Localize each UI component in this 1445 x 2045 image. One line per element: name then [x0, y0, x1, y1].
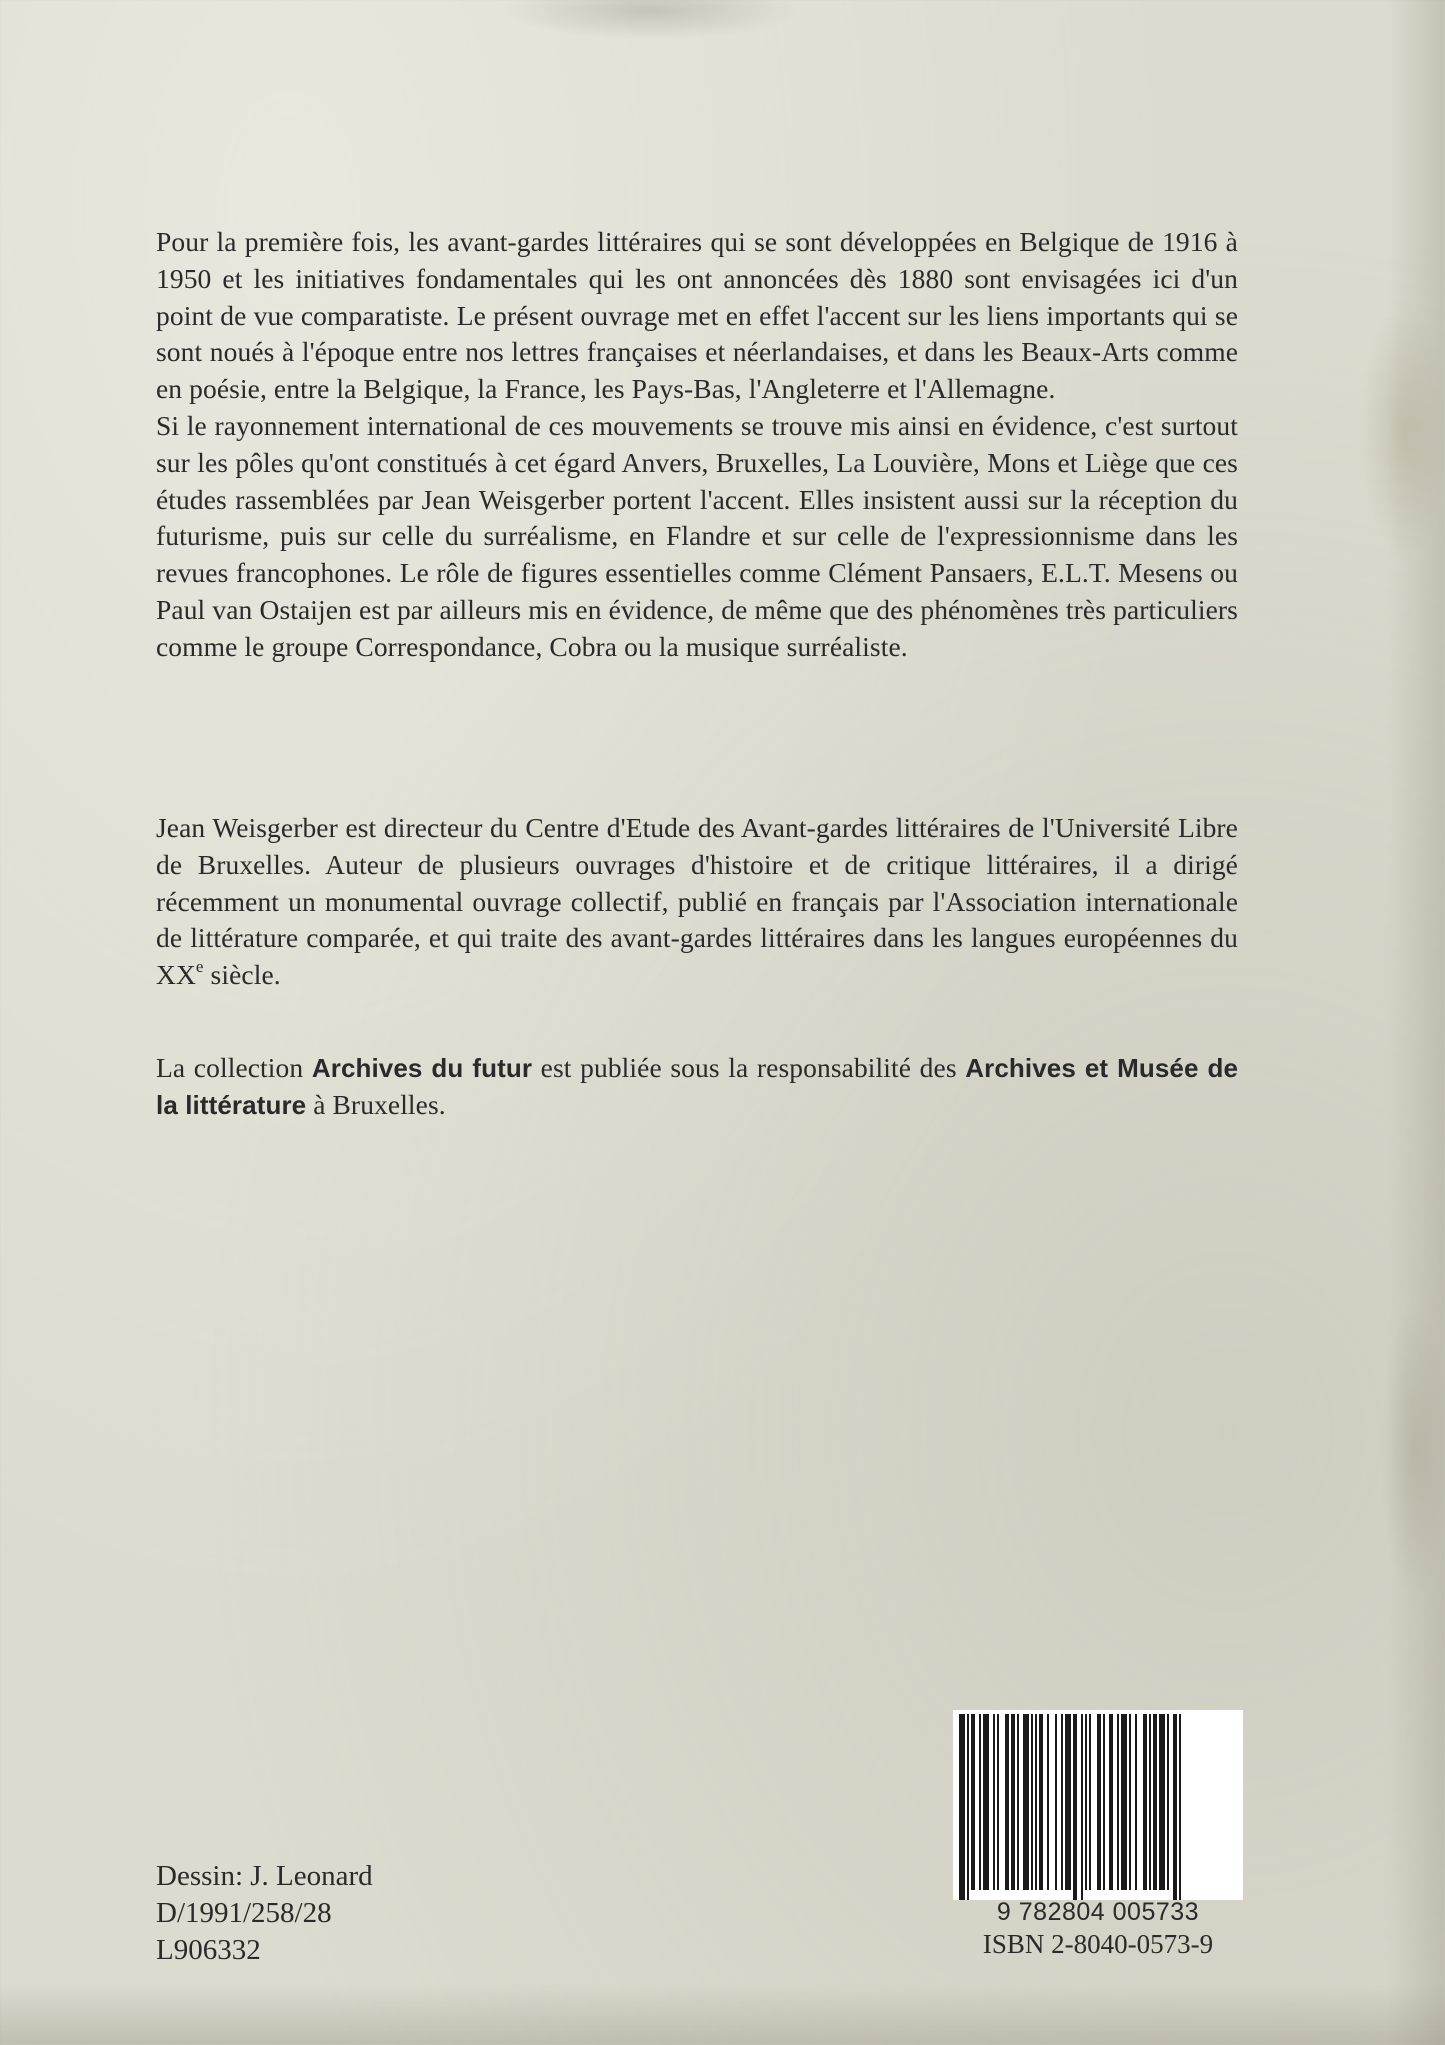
barcode-bar — [1031, 1714, 1033, 1890]
book-blurb — [156, 224, 1238, 666]
barcode-bar — [997, 1714, 999, 1890]
barcode-bar — [1167, 1714, 1169, 1890]
barcode-digits: 9 782804 005733 — [996, 1898, 1200, 1926]
barcode-image — [953, 1710, 1243, 1900]
credits-block — [156, 1858, 373, 1969]
barcode-bar — [1081, 1714, 1083, 1900]
barcode-bar — [1103, 1714, 1105, 1890]
barcode-bar — [1129, 1714, 1131, 1890]
barcode-bar — [1085, 1714, 1087, 1890]
barcode-bar — [1121, 1714, 1127, 1890]
barcode-bar — [979, 1714, 981, 1890]
design-credit: Dessin: J. Leonard — [156, 1860, 373, 1892]
barcode-bar — [1017, 1714, 1019, 1890]
barcode-block — [953, 1710, 1243, 1960]
barcode-bar — [1179, 1714, 1181, 1900]
barcode-bar — [967, 1714, 969, 1900]
institution-name: Archives et Musée de la littérature — [156, 1053, 1239, 1120]
barcode-bar — [959, 1714, 965, 1900]
barcode-bar — [1061, 1714, 1063, 1890]
barcode-bar — [1047, 1714, 1049, 1890]
barcode-bar — [1143, 1714, 1147, 1890]
paper-stain — [1380, 1300, 1445, 1600]
paper-stain — [500, 0, 800, 40]
barcode-bar — [1135, 1714, 1137, 1890]
barcode-bar — [1109, 1714, 1113, 1890]
author-bio-paragraph — [156, 810, 1238, 994]
barcode-bar — [1065, 1714, 1071, 1890]
barcode-bar — [1023, 1714, 1029, 1890]
barcode-bar — [1073, 1714, 1077, 1900]
author-bio-tail: siècle. — [203, 959, 281, 991]
author-bio-text: Jean Weisgerber est directeur du Centre d'Etude des Avant-gardes littéraires de l'Université Libre de Bruxelles. Auteur de plusieurs ouvrages d'histoire et de critique littéraires, il a dirigé récemment un monumental ouvrage collectif, publié en français par l'Association internationale de littérature comparée, et qui traite des avant-gardes littéraires dans les langues européennes du XX — [156, 812, 1238, 991]
barcode-bar — [983, 1714, 989, 1890]
barcode-bar — [1039, 1714, 1043, 1890]
barcode-bar — [1173, 1714, 1177, 1900]
legal-deposit: D/1991/258/28 — [156, 1897, 332, 1929]
collection-prefix: La collection — [156, 1052, 312, 1083]
barcode-bar — [1149, 1714, 1151, 1890]
collection-middle: est publiée sous la responsabilité des — [532, 1052, 966, 1083]
barcode-bar — [993, 1714, 995, 1890]
barcode-bar — [1055, 1714, 1057, 1890]
collection-note — [156, 1050, 1238, 1124]
barcode-bar — [1153, 1714, 1157, 1890]
blurb-paragraph: Pour la première fois, les avant-gardes littéraires qui se sont développées en Belgique de 1916 à 1950 et les initiatives fondamentales qui les ont annoncées dès 1880 sont envisagées ici d'un point de vue comparatiste. Le présent ouvrage met en effet l'accent sur les liens importants qui se sont noués à l'époque entre nos lettres françaises et néerlandaises, et dans les Beaux-Arts comme en poésie, entre la Belgique, la France, les Pays-Bas, l'Angleterre et l'Allemagne. — [156, 226, 1238, 405]
author-biography — [156, 810, 1238, 994]
collection-suffix: à Bruxelles. — [306, 1088, 446, 1120]
barcode-bar — [1035, 1714, 1037, 1890]
paper-stain — [1360, 300, 1445, 560]
catalog-code: L906332 — [156, 1934, 261, 1966]
blurb-paragraph: Si le rayonnement international de ces mouvements se trouve mis ainsi en évidence, c'est surtout sur les pôles qu'ont constitués à cet égard Anvers, Bruxelles, La Louvière, Mons et Liège que ces études rassemblées par Jean Weisgerber portent l'accent. Elles insistent aussi sur la réception du futurisme, puis sur celle du surréalisme, en Flandre et sur celle de l'expressionnisme dans les revues francophones. Le rôle de figures essentielles comme Clément Pansaers, E.L.T. Mesens ou Paul van Ostaijen est par ailleurs mis en évidence, de même que des phénomènes très particuliers comme le groupe Correspondance, Cobra ou la musique surréaliste. — [156, 409, 1238, 662]
barcode-bar — [1097, 1714, 1101, 1890]
isbn-number: ISBN 2-8040-0573-9 — [982, 1929, 1214, 1959]
collection-paragraph — [156, 1050, 1238, 1124]
barcode-bar — [1005, 1714, 1009, 1890]
century-superscript: e — [195, 957, 204, 977]
barcode-bar — [1089, 1714, 1091, 1890]
barcode-bar — [1117, 1714, 1119, 1890]
barcode-bar — [1011, 1714, 1015, 1890]
barcode-bar — [1159, 1714, 1165, 1890]
series-name: Archives du futur — [311, 1053, 533, 1083]
barcode-bar — [971, 1714, 975, 1890]
